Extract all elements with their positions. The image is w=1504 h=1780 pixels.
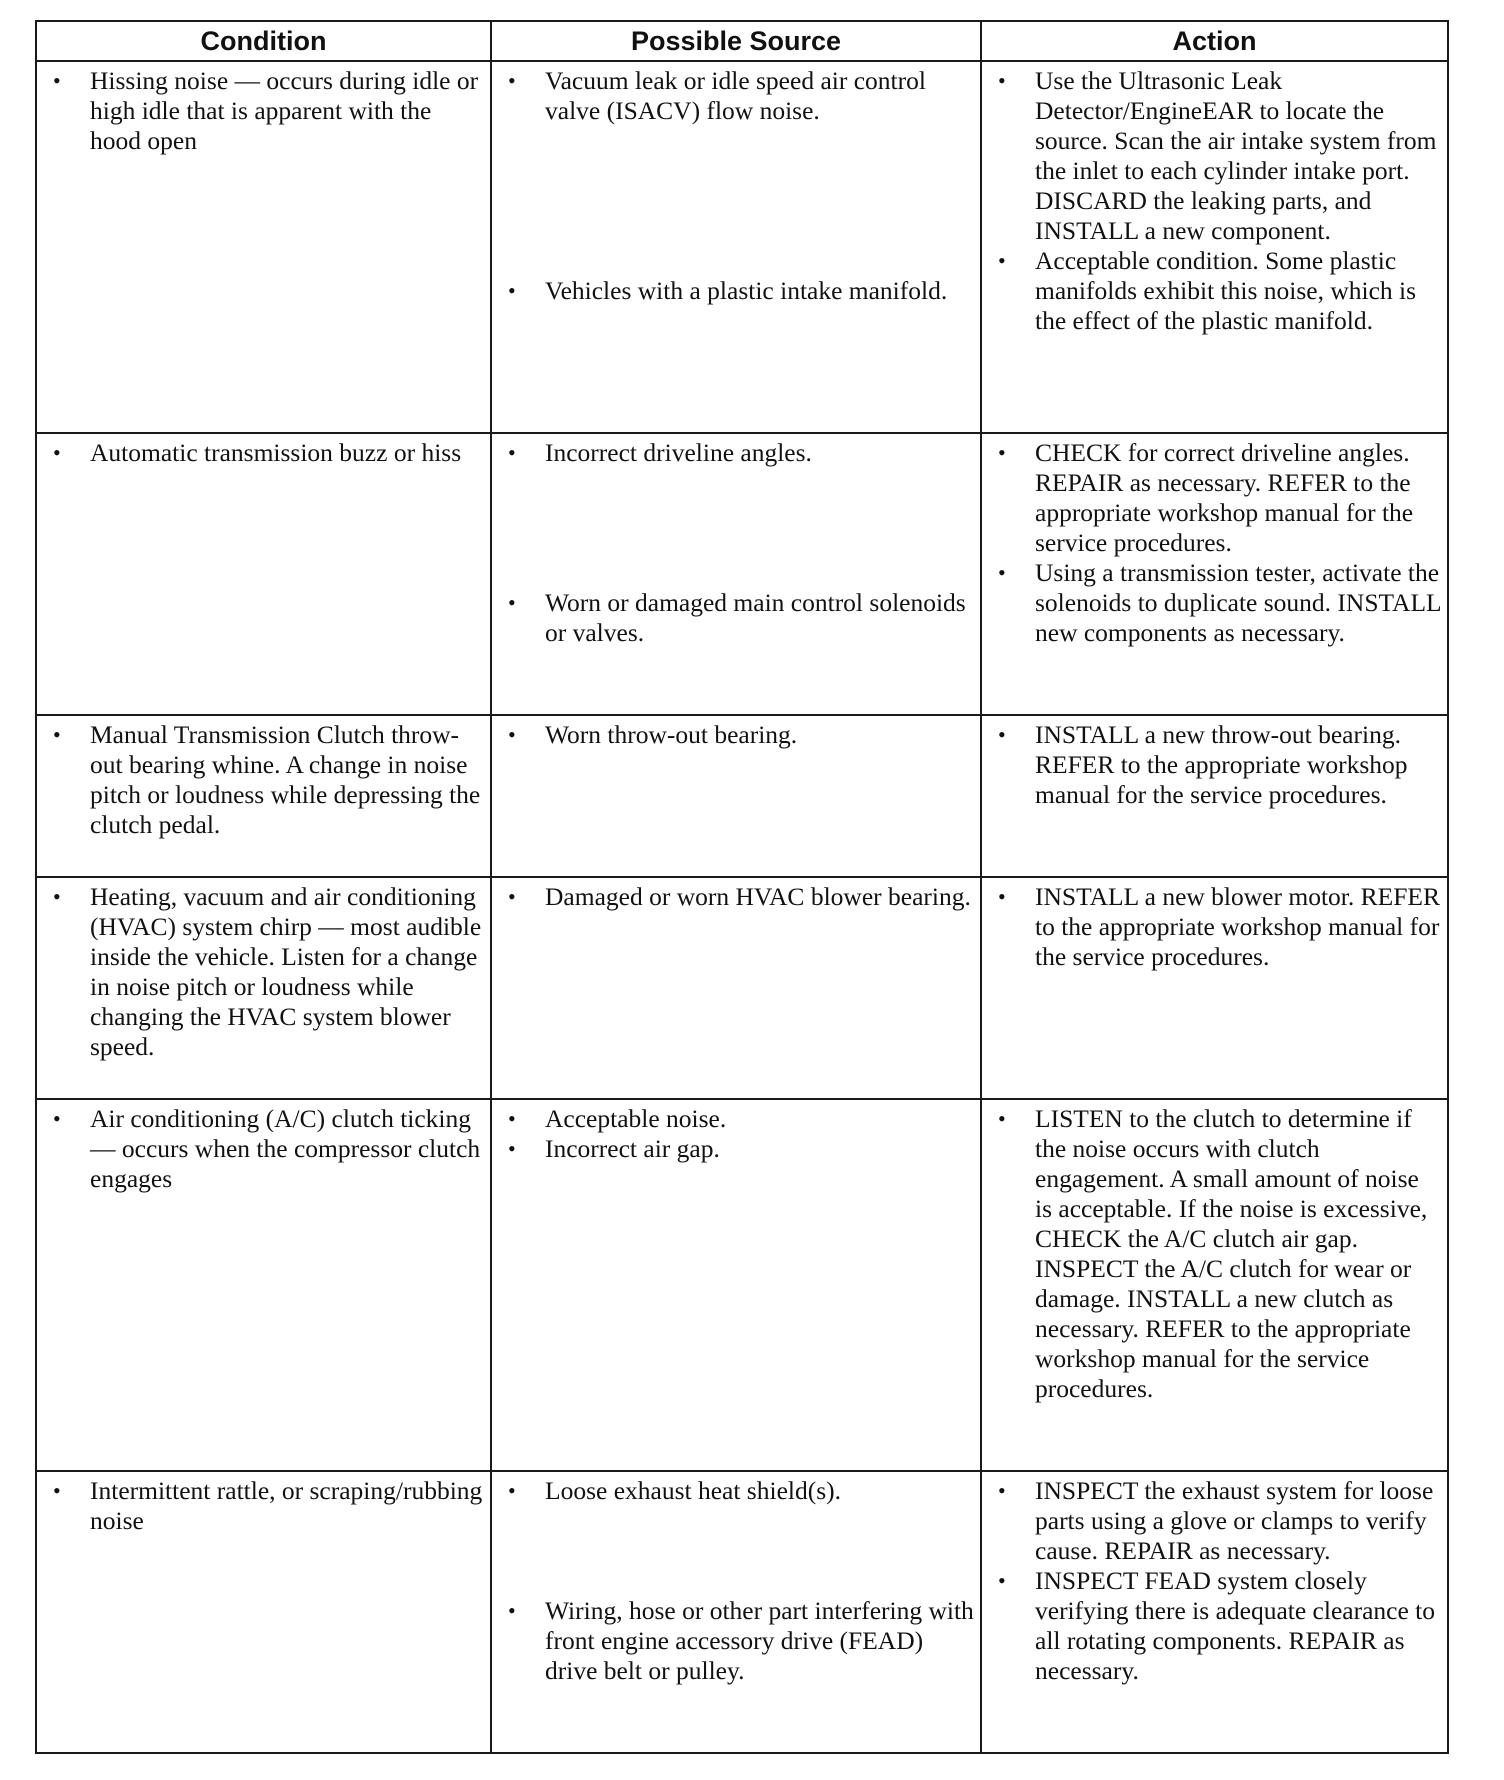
source-item: • Wiring, hose or other part interfering with front engine accessory drive (FEAD) drive belt or pulley. <box>492 1596 974 1686</box>
source-item: • Incorrect driveline angles. <box>492 438 974 468</box>
action-cell <box>981 1471 1448 1753</box>
source-item: • Damaged or worn HVAC blower bearing. <box>492 882 974 912</box>
source-item: • Worn or damaged main control solenoids or valves. <box>492 588 974 648</box>
table-row <box>36 433 1448 715</box>
action-cell <box>981 715 1448 877</box>
source-item: • Acceptable noise. <box>492 1104 974 1134</box>
action-cell <box>981 1099 1448 1471</box>
action-item: • INSPECT the exhaust system for loose parts using a glove or clamps to verify cause. REPAIR as necessary. <box>982 1476 1441 1566</box>
condition-cell <box>36 1471 491 1753</box>
table-row <box>36 877 1448 1099</box>
action-item: • LISTEN to the clutch to determine if the noise occurs with clutch engagement. A small amount of noise is acceptable. If the noise is excessive, CHECK the A/C clutch air gap. INSPECT the A/C clutch for wear or damage. INSTALL a new clutch as necessary. REFER to the appropriate workshop manual for the service procedures. <box>982 1104 1441 1404</box>
source-cell <box>491 1471 981 1753</box>
source-item: • Loose exhaust heat shield(s). <box>492 1476 974 1506</box>
source-item: • Vehicles with a plastic intake manifold. <box>492 276 974 306</box>
header-condition: Condition <box>36 21 491 61</box>
condition-text: • Heating, vacuum and air conditioning (HVAC) system chirp — most audible inside the vehicle. Listen for a change in noise pitch or loudness while changing the HVAC system blower speed. <box>37 882 484 1062</box>
action-item: • INSTALL a new blower motor. REFER to the appropriate workshop manual for the service procedures. <box>982 882 1441 972</box>
header-row <box>36 21 1448 61</box>
condition-text: • Hissing noise — occurs during idle or high idle that is apparent with the hood open <box>37 66 484 156</box>
source-cell <box>491 877 981 1099</box>
condition-text: • Automatic transmission buzz or hiss <box>37 438 484 468</box>
action-item: • Using a transmission tester, activate the solenoids to duplicate sound. INSTALL new components as necessary. <box>982 558 1441 648</box>
condition-cell <box>36 1099 491 1471</box>
source-item: • Vacuum leak or idle speed air control valve (ISACV) flow noise. <box>492 66 974 126</box>
condition-text: • Manual Transmission Clutch throw-out bearing whine. A change in noise pitch or loudness while depressing the clutch pedal. <box>37 720 484 840</box>
action-item: • INSTALL a new throw-out bearing. REFER to the appropriate workshop manual for the service procedures. <box>982 720 1441 810</box>
action-cell <box>981 877 1448 1099</box>
header-possible-source: Possible Source <box>491 21 981 61</box>
source-cell <box>491 715 981 877</box>
action-item: • Use the Ultrasonic Leak Detector/EngineEAR to locate the source. Scan the air intake system from the inlet to each cylinder intake port. DISCARD the leaking parts, and INSTALL a new component. <box>982 66 1441 246</box>
source-cell <box>491 1099 981 1471</box>
action-cell <box>981 433 1448 715</box>
action-item: • CHECK for correct driveline angles. REPAIR as necessary. REFER to the appropriate workshop manual for the service procedures. <box>982 438 1441 558</box>
condition-cell <box>36 61 491 433</box>
diagnosis-table <box>35 20 1449 1754</box>
action-cell <box>981 61 1448 433</box>
action-item: • Acceptable condition. Some plastic manifolds exhibit this noise, which is the effect of the plastic manifold. <box>982 246 1441 336</box>
condition-text: • Intermittent rattle, or scraping/rubbing noise <box>37 1476 484 1536</box>
source-item: • Worn throw-out bearing. <box>492 720 974 750</box>
table-row <box>36 1471 1448 1753</box>
table-row <box>36 61 1448 433</box>
condition-text: • Air conditioning (A/C) clutch ticking — occurs when the compressor clutch engages <box>37 1104 484 1194</box>
header-action: Action <box>981 21 1448 61</box>
condition-cell <box>36 877 491 1099</box>
source-cell <box>491 433 981 715</box>
table-row <box>36 715 1448 877</box>
source-cell <box>491 61 981 433</box>
action-item: • INSPECT FEAD system closely verifying there is adequate clearance to all rotating components. REPAIR as necessary. <box>982 1566 1441 1686</box>
condition-cell <box>36 433 491 715</box>
table-row <box>36 1099 1448 1471</box>
source-item: • Incorrect air gap. <box>492 1134 974 1164</box>
condition-cell <box>36 715 491 877</box>
